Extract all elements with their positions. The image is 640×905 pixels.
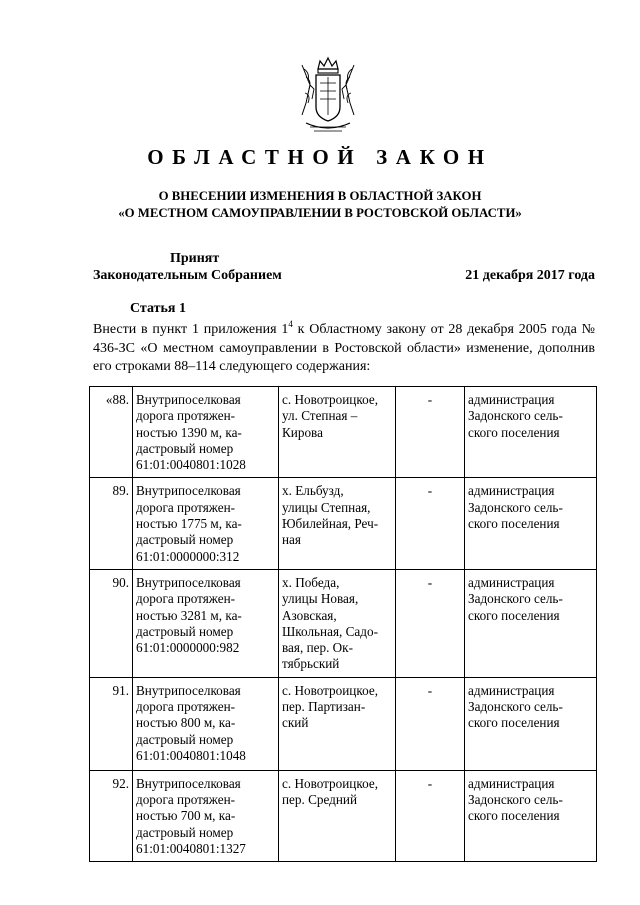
location-cell [279,770,396,861]
amendment-table [89,386,597,862]
article-text-part-1: Внести в пункт 1 приложения 1 [93,322,289,337]
dash-cell: - [396,478,465,569]
road-description-line: дорога протяжен- [136,499,236,515]
road-description-line: дастровый номер [136,824,234,840]
road-description-line: Внутрипоселковая [136,574,241,590]
location-line: Азовская, [282,607,337,623]
amendment-table-body [90,387,597,862]
dash-cell: - [396,677,465,770]
road-description-cell [133,478,279,569]
location-cell [279,569,396,677]
article-superscript: 4 [288,319,293,329]
row-number-cell: 91. [90,677,133,770]
road-description-line: ностью 1775 м, ка- [136,516,242,532]
table-row [90,770,597,861]
adopted-date: 21 декабря 2017 года [465,268,595,283]
location-cell [279,387,396,478]
road-description-line: Внутрипоселковая [136,682,241,698]
row-number-cell: 89. [90,478,133,569]
location-line: с. Новотроицкое, [282,682,378,698]
location-line: ная [282,532,301,548]
road-description-line: ностью 700 м, ка- [136,808,236,824]
road-description-line: дастровый номер [136,440,234,456]
dash-cell: - [396,387,465,478]
article-text-part-2: к Областному закону от 28 декабря 2005 года № 436-ЗС «О местном самоуправлении в Ростовской области» изменение, дополнив его строками 88–114 следующего содержания: [93,322,596,374]
location-line: тябрьский [282,656,340,672]
road-description-line: 61:01:0040801:1327 [136,840,246,856]
road-description-line: 61:01:0040801:1028 [136,457,246,473]
location-line: Юбилейная, Реч- [282,516,379,532]
road-description-line: дастровый номер [136,623,234,639]
table-row [90,677,597,770]
location-line: с. Новотроицкое, [282,775,378,791]
location-line: Школьная, Садо- [282,623,378,639]
road-description-line: 61:01:0040801:1048 [136,747,246,763]
administration-line: ского поселения [468,715,560,731]
location-line: пер. Партизан- [282,699,366,715]
table-row [90,478,597,569]
dash-cell: - [396,770,465,861]
administration-line: администрация [468,574,555,590]
law-title: ОБЛАСТНОЙ ЗАКОН [147,145,493,169]
location-line: х. Ельбузд, [282,483,344,499]
road-description-line: дастровый номер [136,532,234,548]
adopted-label: Принят [170,251,220,266]
location-line: х. Победа, [282,574,340,590]
administration-line: Задонского сель- [468,792,563,808]
road-description-cell [133,770,279,861]
administration-line: Задонского сель- [468,591,563,607]
administration-cell [465,770,597,861]
road-description-line: ностью 1390 м, ка- [136,424,242,440]
administration-line: ского поселения [468,607,560,623]
location-line: улицы Новая, [282,591,359,607]
administration-line: администрация [468,682,555,698]
subtitle-line-2: «О МЕСТНОМ САМОУПРАВЛЕНИИ В РОСТОВСКОЙ ОБЛАСТИ» [118,206,522,220]
location-line: Кирова [282,424,323,440]
location-line: с. Новотроицкое, [282,392,378,407]
administration-line: Задонского сель- [468,499,563,515]
location-line: ул. Степная – [282,408,358,424]
road-description-line: дорога протяжен- [136,408,236,424]
administration-cell [465,569,597,677]
administration-cell [465,387,597,478]
administration-line: ского поселения [468,424,560,440]
administration-line: администрация [468,775,555,791]
road-description-line: Внутрипоселковая [136,392,241,407]
location-line: пер. Средний [282,792,358,808]
location-line: ский [282,715,309,731]
administration-cell [465,677,597,770]
road-description-line: Внутрипоселковая [136,483,241,499]
location-line: вая, пер. Ок- [282,640,353,656]
rostov-oblast-coat-of-arms-icon [296,55,360,137]
row-number-cell: «88. [90,387,133,478]
road-description-cell [133,569,279,677]
road-description-cell [133,677,279,770]
road-description-line: дастровый номер [136,731,234,747]
row-number-cell: 90. [90,569,133,677]
subtitle-line-1: О ВНЕСЕНИИ ИЗМЕНЕНИЯ В ОБЛАСТНОЙ ЗАКОН [158,189,482,203]
administration-line: Задонского сель- [468,408,563,424]
road-description-line: дорога протяжен- [136,591,236,607]
road-description-line: ностью 800 м, ка- [136,715,236,731]
road-description-line: дорога протяжен- [136,699,236,715]
location-cell [279,677,396,770]
table-row [90,569,597,677]
administration-line: ского поселения [468,516,560,532]
road-description-line: ностью 3281 м, ка- [136,607,242,623]
road-description-line: 61:01:0000000:982 [136,640,240,656]
road-description-line: дорога протяжен- [136,792,236,808]
administration-line: ского поселения [468,808,560,824]
administration-line: Задонского сель- [468,699,563,715]
location-line: улицы Степная, [282,499,371,515]
article-heading: Статья 1 [130,301,186,316]
row-number-cell: 92. [90,770,133,861]
administration-cell [465,478,597,569]
road-description-line: Внутрипоселковая [136,775,241,791]
article-text [93,321,595,377]
road-description-line: 61:01:0000000:312 [136,548,240,564]
table-row [90,387,597,478]
adopted-by: Законодательным Собранием [93,268,282,283]
administration-line: администрация [468,392,555,407]
administration-line: администрация [468,483,555,499]
location-cell [279,478,396,569]
road-description-cell [133,387,279,478]
dash-cell: - [396,569,465,677]
law-subtitle [0,188,640,222]
